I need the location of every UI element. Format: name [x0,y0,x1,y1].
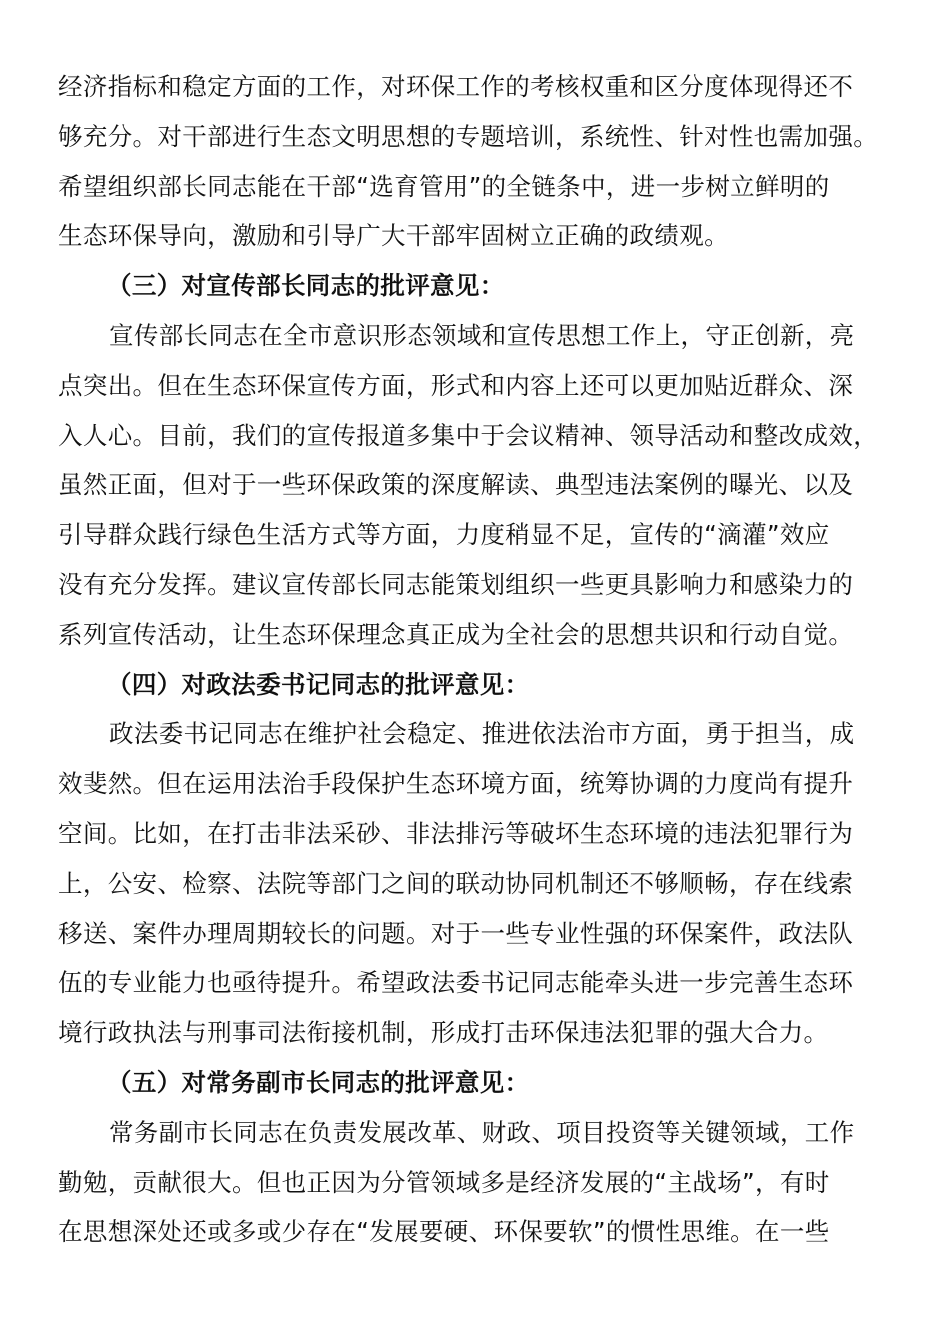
text-line: 够充分。对干部进行生态文明思想的专题培训，系统性、针对性也需加强。 [58,121,879,151]
text-line: 引导群众践行绿色生活方式等方面，力度稍显不足，宣传的“滴灌”效应 [58,520,830,550]
text-line: 效斐然。但在运用法治手段保护生态环境方面，统筹协调的力度尚有提升 [58,769,854,799]
text-line: 移送、案件办理周期较长的问题。对于一些专业性强的环保案件，政法队 [58,918,854,948]
text-line: 没有充分发挥。建议宣传部长同志能策划组织一些更具影响力和感染力的 [58,569,854,599]
text-line: 在思想深处还或多或少存在“发展要硬、环保要软”的惯性思维。在一些 [58,1217,830,1247]
paragraph-first-line: 宣传部长同志在全市意识形态领域和宣传思想工作上，守正创新，亮 [109,320,855,350]
text-line: 勤勉，贡献很大。但也正因为分管领域多是经济发展的“主战场”，有时 [58,1167,830,1197]
paragraph-first-line: 政法委书记同志在维护社会稳定、推进依法治市方面，勇于担当，成 [109,719,855,749]
text-line: 境行政执法与刑事司法衔接机制，形成打击环保违法犯罪的强大合力。 [58,1018,829,1048]
text-line: 经济指标和稳定方面的工作，对环保工作的考核权重和区分度体现得还不 [58,72,854,101]
text-line: 伍的专业能力也亟待提升。希望政法委书记同志能牵头进一步完善生态环 [58,968,854,998]
text-line: 希望组织部长同志能在干部“选育管用”的全链条中，进一步树立鲜明的 [58,171,830,201]
text-line: 生态环保导向，激励和引导广大干部牢固树立正确的政绩观。 [58,221,729,251]
text-line: 系列宣传活动，让生态环保理念真正成为全社会的思想共识和行动自觉。 [58,619,854,649]
document-page [58,62,878,1257]
text-line: 上，公安、检察、法院等部门之间的联动协同机制还不够顺畅，存在线索 [58,868,854,898]
text-line: 虽然正面，但对于一些环保政策的深度解读、典型违法案例的曝光、以及 [58,470,854,500]
section-heading: （五）对常务副市长同志的批评意见： [107,1067,530,1097]
text-line: 空间。比如，在打击非法采砂、非法排污等破坏生态环境的违法犯罪行为 [58,818,854,848]
text-line: 入人心。目前，我们的宣传报道多集中于会议精神、领导活动和整改成效， [58,420,879,450]
paragraph-first-line: 常务副市长同志在负责发展改革、财政、项目投资等关键领域，工作 [109,1117,855,1147]
section-heading: （三）对宣传部长同志的批评意见： [107,271,505,301]
text-line: 点突出。但在生态环保宣传方面，形式和内容上还可以更加贴近群众、深 [58,370,854,400]
section-heading: （四）对政法委书记同志的批评意见： [107,669,530,699]
